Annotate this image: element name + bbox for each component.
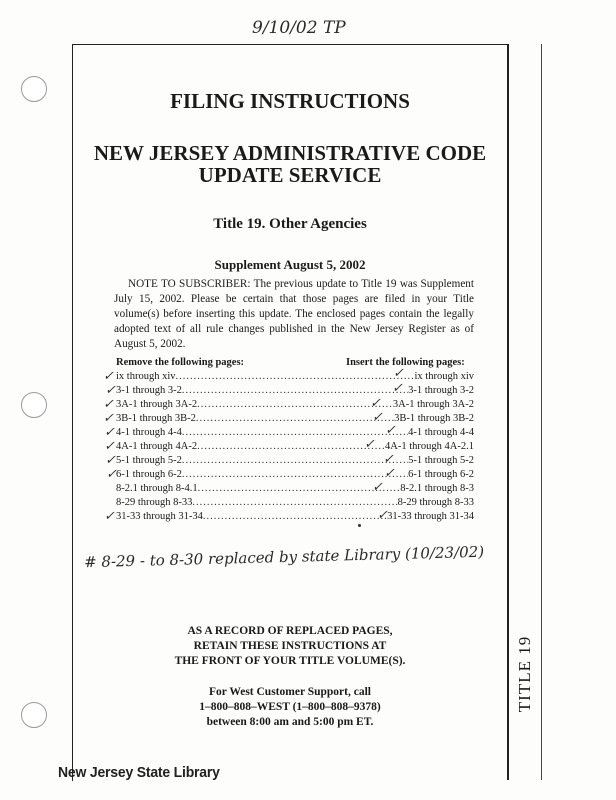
punch-hole-top bbox=[21, 76, 47, 102]
table-row: 6-1 through 6-2 ..... 6-1 through 6-2 bbox=[116, 468, 474, 482]
check-mark-icon: ✓ bbox=[393, 365, 404, 380]
record-line-2: RETAIN THESE INSTRUCTIONS AT bbox=[193, 640, 387, 652]
check-mark-icon: ✓ bbox=[372, 479, 383, 494]
check-mark-icon: ✓ bbox=[385, 422, 396, 437]
subscriber-note bbox=[114, 277, 474, 352]
check-mark-icon: ✓ bbox=[105, 452, 116, 467]
insert-pages-header: Insert the following pages: bbox=[346, 357, 465, 368]
check-mark-icon: ✓ bbox=[372, 409, 383, 424]
check-mark-icon: ✓ bbox=[104, 508, 115, 523]
check-mark-icon: ✓ bbox=[383, 451, 394, 466]
check-mark-icon: ✓ bbox=[105, 382, 116, 397]
record-line-1: AS A RECORD OF REPLACED PAGES, bbox=[187, 625, 393, 637]
check-mark-icon: ✓ bbox=[103, 410, 114, 425]
support-line-1: For West Customer Support, call bbox=[209, 686, 371, 698]
customer-support bbox=[72, 685, 508, 730]
table-row: ix through xiv ..... ix through xiv bbox=[116, 370, 474, 384]
table-row: 4A-1 through 4A-2 ..... 4A-1 through 4A-2.1 bbox=[116, 440, 474, 454]
table-row: 3-1 through 3-2 ..... 3-1 through 3-2 bbox=[116, 384, 474, 398]
table-row: 3A-1 through 3A-2 ..... 3A-1 through 3A-2 bbox=[116, 398, 474, 412]
handwritten-date: 9/10/02 TP bbox=[252, 18, 346, 38]
table-row: 5-1 through 5-2 ..... 5-1 through 5-2 bbox=[116, 454, 474, 468]
remove-pages-header: Remove the following pages: bbox=[116, 357, 245, 368]
tab-edge-line bbox=[541, 44, 542, 780]
punch-hole-bottom bbox=[21, 702, 47, 728]
subtitle-line-1: NEW JERSEY ADMINISTRATIVE CODE bbox=[93, 141, 487, 165]
subtitle-line-2: UPDATE SERVICE bbox=[198, 163, 382, 187]
table-row: 8-2.1 through 8-4.1 ..... 8-2.1 through 8-3 bbox=[116, 482, 474, 496]
check-mark-icon: ✓ bbox=[104, 438, 115, 453]
check-mark-icon: ✓ bbox=[103, 368, 114, 383]
supplement-date: Supplement August 5, 2002 bbox=[214, 257, 366, 272]
table-row: 31-33 through 31-34 ..... 31-33 through 31-34 bbox=[116, 510, 474, 524]
table-row: 4-1 through 4-4 ..... 4-1 through 4-4 bbox=[116, 426, 474, 440]
check-mark-icon: ✓ bbox=[104, 424, 115, 439]
record-line-3: THE FRONT OF YOUR TITLE VOLUME(S). bbox=[174, 655, 406, 667]
subscriber-note-text: NOTE TO SUBSCRIBER: The previous update to Title 19 was Supplement July 15, 2002. Please be certain that those pages are filed in your Title volume(s) before inserting this update. The enclosed pages contain the legally adopted text of all rule changes published in the New Jersey Register as of August 5, 2002. bbox=[114, 278, 474, 350]
check-mark-icon: ✓ bbox=[392, 380, 403, 395]
check-mark-icon: ✓ bbox=[103, 396, 114, 411]
check-mark-icon: ✓ bbox=[106, 466, 117, 481]
title-tab-label: TITLE 19 bbox=[514, 635, 534, 713]
title-number: Title 19. Other Agencies bbox=[213, 216, 367, 232]
table-row: 8-29 through 8-33 ..... 8-29 through 8-33 bbox=[116, 496, 474, 510]
library-stamp: New Jersey State Library bbox=[58, 763, 220, 781]
record-instructions bbox=[72, 624, 508, 669]
check-mark-icon: ✓ bbox=[384, 465, 395, 480]
speck bbox=[358, 524, 361, 527]
check-mark-icon: ✓ bbox=[370, 395, 381, 410]
check-mark-icon: ✓ bbox=[377, 507, 388, 522]
title-tab bbox=[508, 624, 541, 724]
page-title: FILING INSTRUCTIONS bbox=[170, 89, 410, 113]
support-hours: between 8:00 am and 5:00 pm ET. bbox=[206, 716, 374, 728]
table-row: 3B-1 through 3B-2 ..... 3B-1 through 3B-2 bbox=[116, 412, 474, 426]
check-mark-icon: ✓ bbox=[364, 436, 375, 451]
support-phone: 1–800–808–WEST (1–800–808–9378) bbox=[199, 701, 381, 713]
punch-hole-middle bbox=[21, 392, 47, 418]
handwritten-annotation: # 8-29 - to 8-30 replaced by state Library (10/23/02) bbox=[83, 542, 485, 572]
